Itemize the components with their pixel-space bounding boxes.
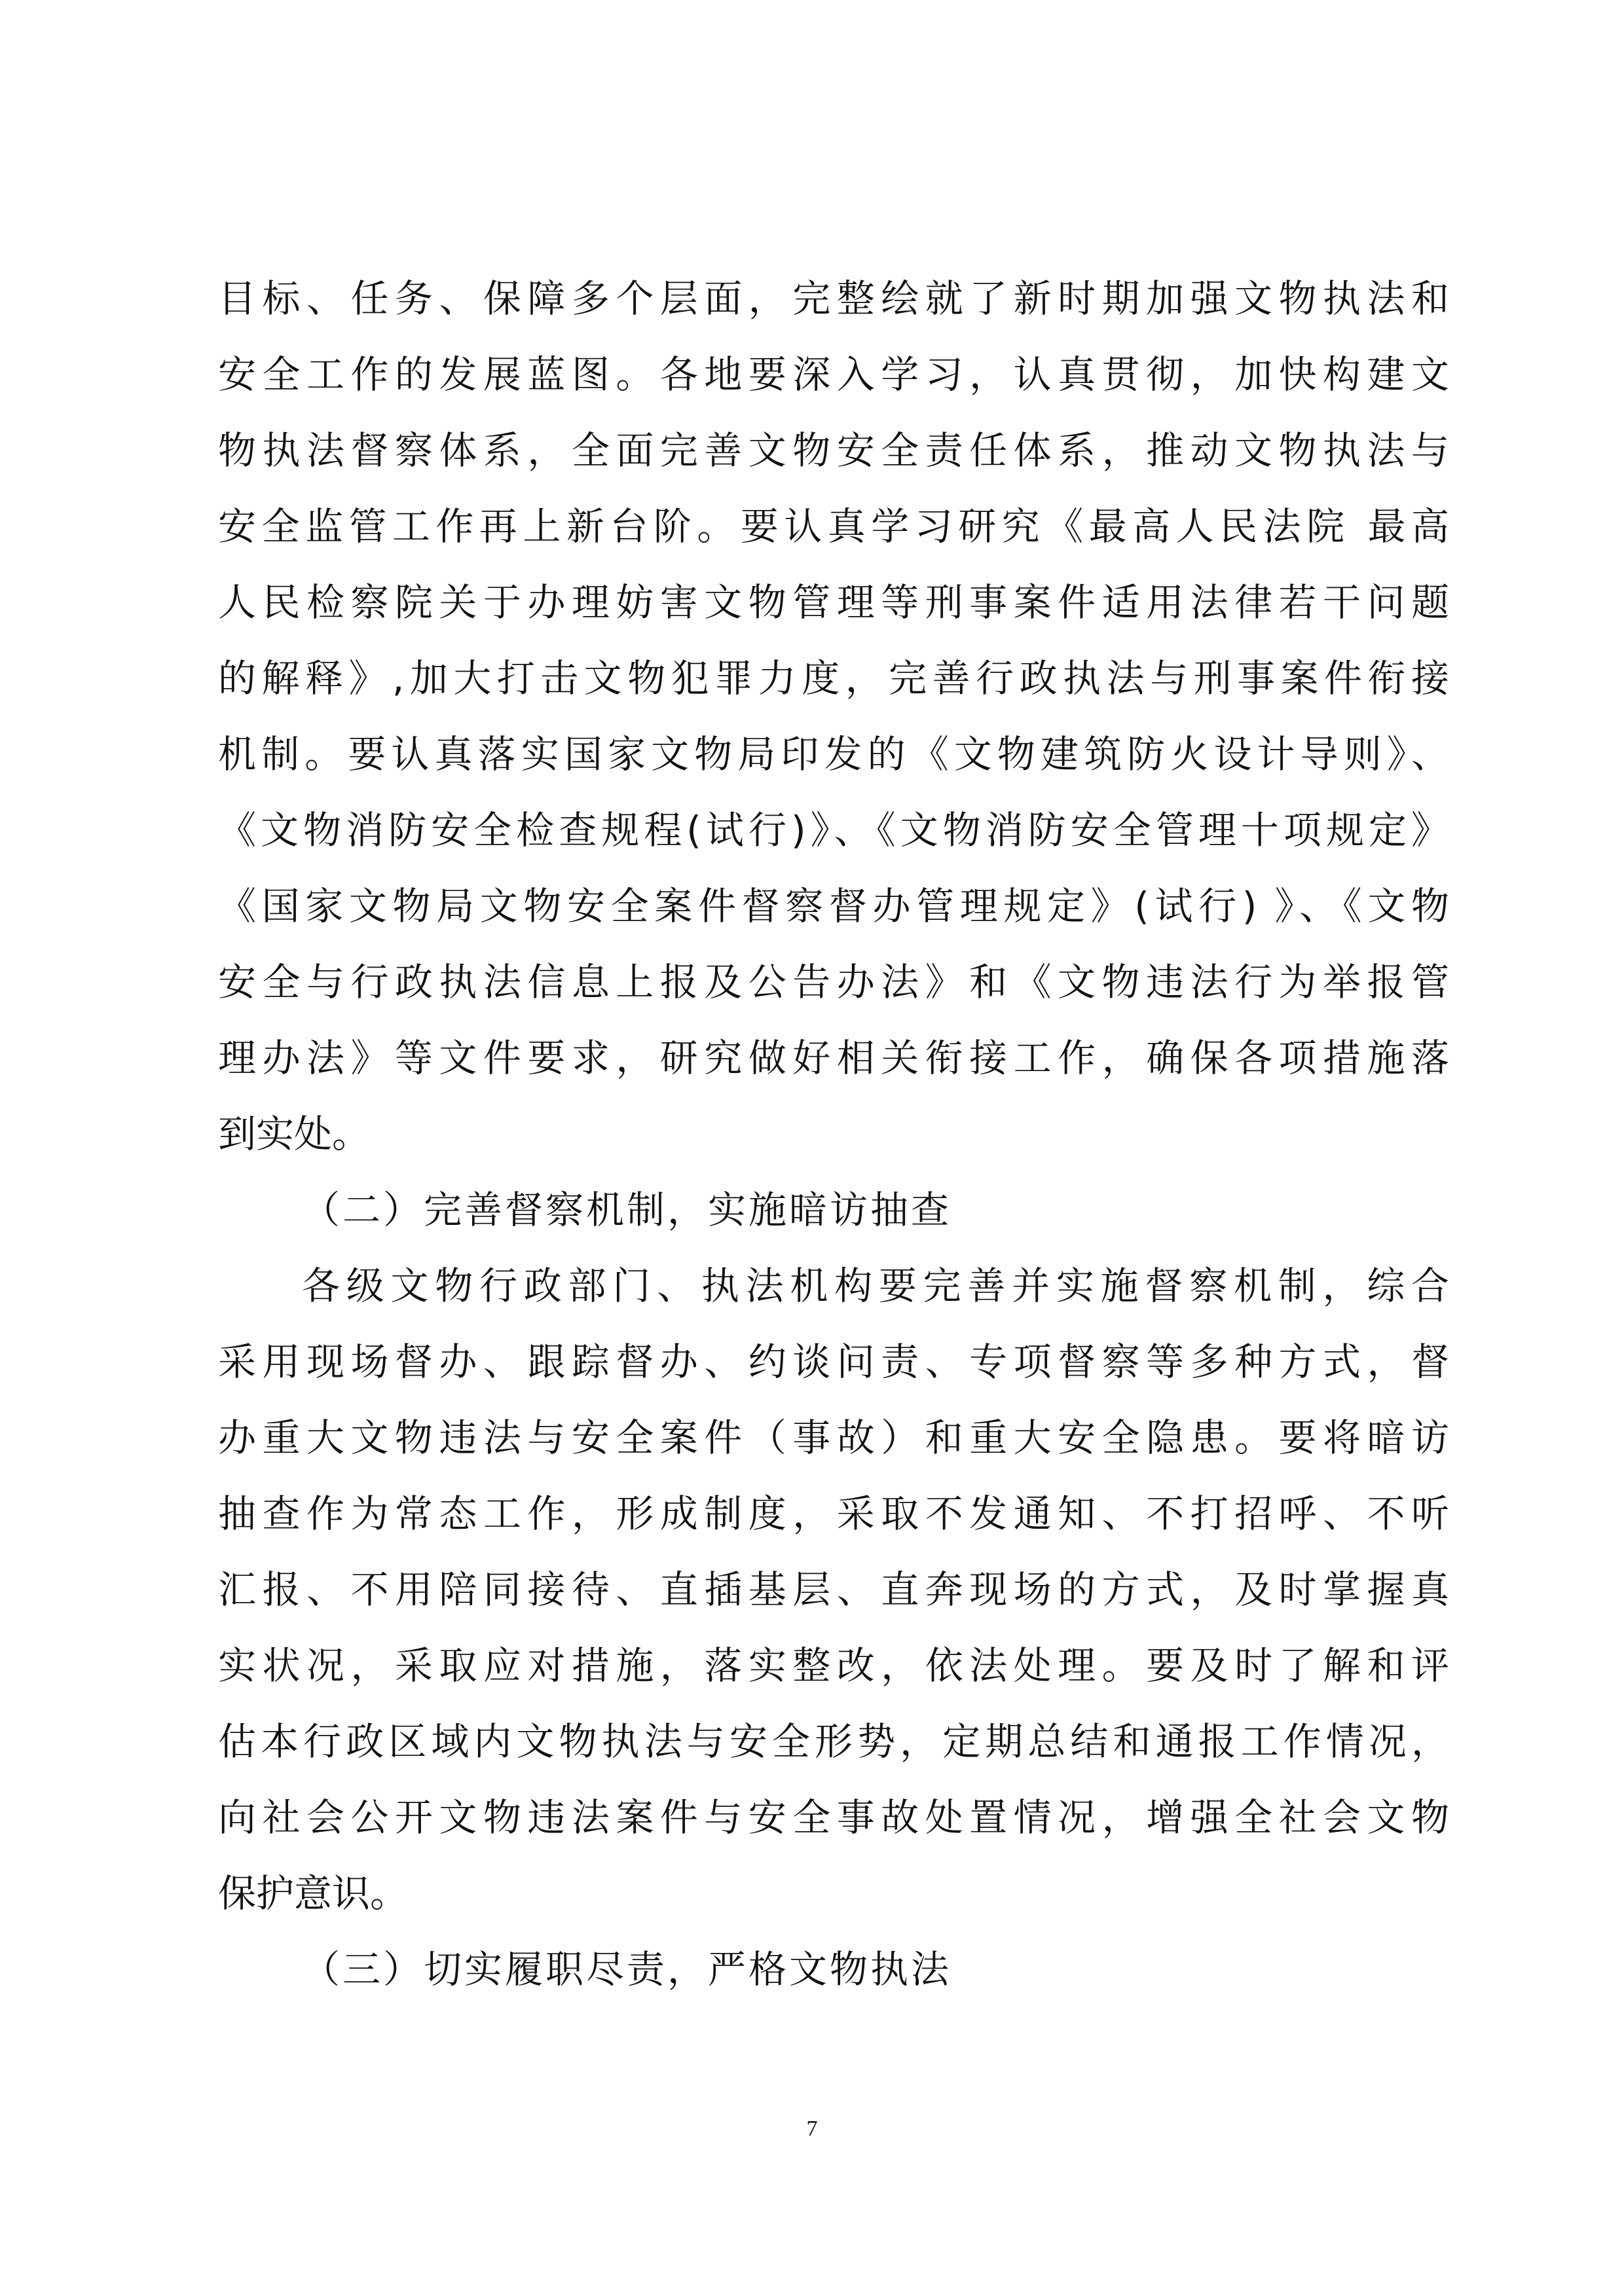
paragraph-1-line: 目标、任务、保障多个层面，完整绘就了新时期加强文物执法和 bbox=[218, 276, 1449, 321]
paragraph-1-line: 《文物消防安全检查规程(试行)》、《文物消防安全管理十项规定》 bbox=[218, 808, 1449, 852]
paragraph-2-last-line: 保护意识。 bbox=[218, 1871, 409, 1916]
paragraph-2-line: 估本行政区域内文物执法与安全形势，定期总结和通报工作情况， bbox=[218, 1719, 1449, 1764]
paragraph-2-first-line: 各级文物行政部门、执法机构要完善并实施督察机制，综合 bbox=[302, 1264, 1449, 1308]
paragraph-1-line: 机制。要认真落实国家文物局印发的《文物建筑防火设计导则》、 bbox=[218, 732, 1449, 776]
paragraph-1-line: 《国家文物局文物安全案件督察督办管理规定》(试行) 》、《文物 bbox=[218, 884, 1449, 928]
paragraph-2-line: 办重大文物违法与安全案件（事故）和重大安全隐患。要将暗访 bbox=[218, 1415, 1449, 1460]
paragraph-1-line: 安全监管工作再上新台阶。要认真学习研究《最高人民法院 最高 bbox=[218, 504, 1449, 549]
paragraph-2-line: 汇报、不用陪同接待、直插基层、直奔现场的方式，及时掌握真 bbox=[218, 1567, 1449, 1612]
paragraph-1-line: 的解释》,加大打击文物犯罪力度，完善行政执法与刑事案件衔接 bbox=[218, 656, 1449, 701]
paragraph-2-line: 向社会公开文物违法案件与安全事故处置情况，增强全社会文物 bbox=[218, 1795, 1449, 1840]
paragraph-2-line: 抽查作为常态工作，形成制度，采取不发通知、不打招呼、不听 bbox=[218, 1491, 1449, 1536]
paragraph-1-line: 理办法》等文件要求，研究做好相关衔接工作，确保各项措施落 bbox=[218, 1036, 1449, 1080]
paragraph-2-line: 实状况，采取应对措施，落实整改，依法处理。要及时了解和评 bbox=[218, 1643, 1449, 1688]
paragraph-1-line: 物执法督察体系，全面完善文物安全责任体系，推动文物执法与 bbox=[218, 428, 1449, 473]
section-heading-3: （三）切实履职尽责，严格文物执法 bbox=[302, 1947, 952, 1992]
page-number: 7 bbox=[806, 2117, 818, 2141]
paragraph-2-line: 采用现场督办、跟踪督办、约谈问责、专项督察等多种方式，督 bbox=[218, 1339, 1449, 1384]
paragraph-1-line: 安全工作的发展蓝图。各地要深入学习，认真贯彻，加快构建文 bbox=[218, 352, 1449, 397]
body-text bbox=[218, 261, 1449, 2007]
paragraph-1-line: 安全与行政执法信息上报及公告办法》和《文物违法行为举报管 bbox=[218, 960, 1449, 1004]
paragraph-1-line: 人民检察院关于办理妨害文物管理等刑事案件适用法律若干问题 bbox=[218, 580, 1449, 625]
section-heading-2: （二）完善督察机制，实施暗访抽查 bbox=[302, 1188, 952, 1232]
paragraph-1-last-line: 到实处。 bbox=[218, 1112, 371, 1156]
